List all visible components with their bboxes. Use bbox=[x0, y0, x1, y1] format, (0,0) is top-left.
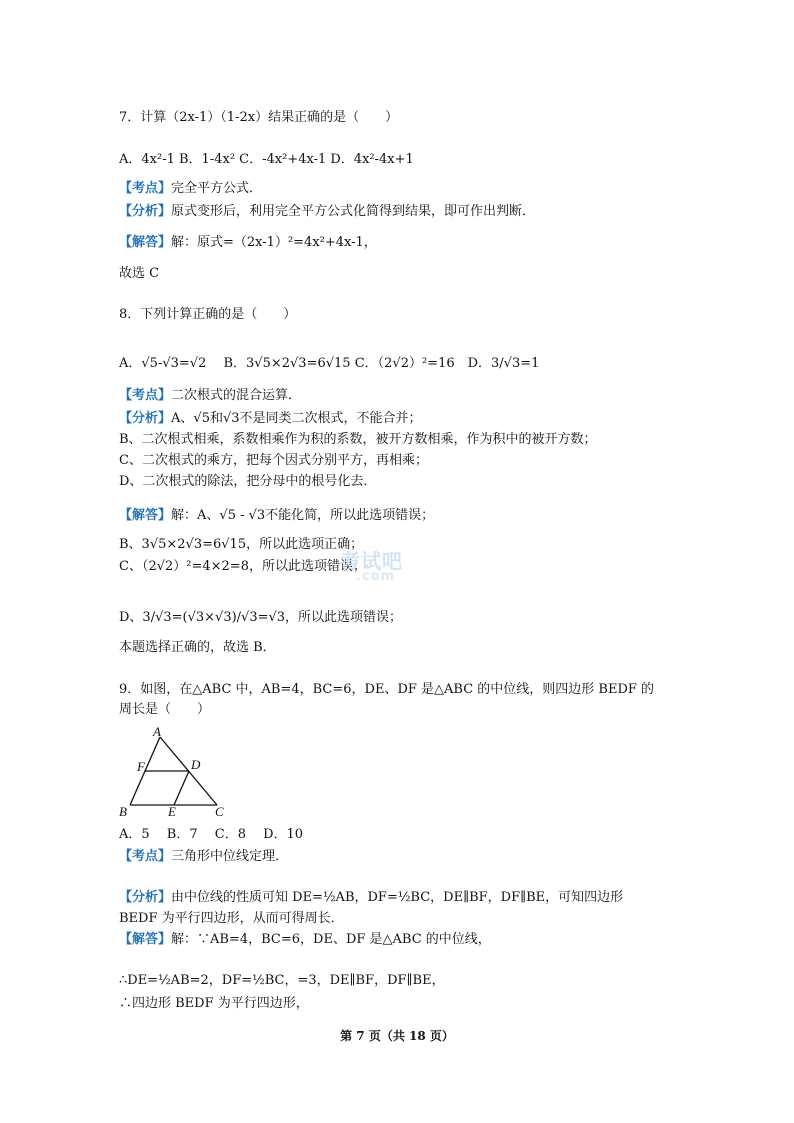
kaodian-label: 【考点】 bbox=[119, 388, 172, 403]
q9-fenxi-2: BEDF 为平行四边形，从而可得周长． bbox=[119, 911, 344, 926]
q9-jieda-2: ∴DE=½AB=2，DF=½BC，=3，DE∥BF，DF∥BE， bbox=[119, 973, 445, 988]
q8-fenxi-2: B、二次根式相乘，系数相乘作为积的系数，被开方数相乘，作为积中的被开方数； bbox=[119, 432, 597, 447]
q8-fenxi-4: D、二次根式的除法，把分母中的根号化去． bbox=[119, 474, 377, 489]
fenxi-label: 【分析】 bbox=[119, 204, 172, 219]
q8-jieda-1 bbox=[119, 507, 434, 525]
q9-jieda-1 bbox=[119, 931, 491, 949]
kaodian-text: 二次根式的混合运算． bbox=[171, 388, 302, 403]
jieda-text: 解：A、√5 - √3不能化简，所以此选项错误； bbox=[171, 508, 435, 523]
watermark-logo bbox=[340, 545, 403, 584]
q7-options: A．4x²-1 B．1-4x² C．-4x²+4x-1 D．4x²-4x+1 bbox=[119, 152, 414, 167]
q9-options: A．5 B．7 C．8 D．10 bbox=[119, 827, 304, 842]
q9-kaodian bbox=[119, 848, 288, 866]
label-e: E bbox=[168, 804, 176, 819]
fenxi-label: 【分析】 bbox=[119, 411, 172, 426]
kaodian-text: 三角形中位线定理． bbox=[171, 849, 289, 864]
q8-fenxi-1 bbox=[119, 410, 422, 428]
page-footer: 第 7 页（共 18 页） bbox=[340, 1029, 454, 1043]
q8-fenxi-3: C、二次根式的乘方，把每个因式分别平方，再相乘； bbox=[119, 453, 428, 468]
label-c: C bbox=[215, 804, 224, 819]
fenxi-label: 【分析】 bbox=[119, 890, 172, 905]
jieda-label: 【解答】 bbox=[119, 932, 172, 947]
kaodian-label: 【考点】 bbox=[119, 849, 172, 864]
q8-kaodian bbox=[119, 387, 301, 405]
watermark-text: 考试吧 bbox=[340, 549, 403, 573]
fenxi-text: 由中位线的性质可知 DE=½AB，DF=½BC，DE∥BF，DF∥BE，可知四边形 bbox=[171, 890, 624, 905]
q9-jieda-3: ∴四边形 BEDF 为平行四边形， bbox=[119, 996, 309, 1011]
label-f: F bbox=[137, 759, 145, 774]
jieda-label: 【解答】 bbox=[119, 508, 172, 523]
jieda-text: 解：∵AB=4，BC=6，DE、DF 是△ABC 的中位线， bbox=[171, 932, 491, 947]
fenxi-text: A、√5和√3不是同类二次根式，不能合并； bbox=[171, 411, 422, 426]
jieda-text: 解：原式=（2x-1）²=4x²+4x-1， bbox=[171, 235, 377, 250]
q8-options: A．√5-√3=√2 B．3√5×2√3=6√15 C．（2√2）²=16 D．3/√3=1 bbox=[119, 356, 540, 371]
q7-kaodian bbox=[119, 180, 262, 198]
q8-jieda-2: B、3√5×2√3=6√15，所以此选项正确； bbox=[119, 537, 364, 552]
label-d: D bbox=[191, 757, 201, 772]
q8-question: 8．下列计算正确的是（ ） bbox=[119, 307, 297, 322]
q7-question: 7．计算（2x-1）（1-2x）结果正确的是（ ） bbox=[119, 110, 399, 125]
kaodian-text: 完全平方公式． bbox=[171, 181, 263, 196]
segment-de bbox=[174, 771, 189, 805]
q7-answer: 故选 C bbox=[119, 266, 160, 281]
kaodian-label: 【考点】 bbox=[119, 181, 172, 196]
q7-jieda bbox=[119, 234, 377, 252]
jieda-label: 【解答】 bbox=[119, 235, 172, 250]
q8-answer: 本题选择正确的，故选 B． bbox=[119, 640, 276, 655]
q8-jieda-3: C、（2√2）²=4×2=8，所以此选项错误； bbox=[119, 559, 366, 574]
watermark-domain: .com bbox=[356, 569, 396, 584]
triangle-figure bbox=[113, 725, 233, 825]
q9-question-1: 9．如图，在△ABC 中，AB=4，BC=6，DE、DF 是△ABC 的中位线，则四边形 BEDF 的 bbox=[119, 682, 655, 697]
fenxi-text: 原式变形后，利用完全平方公式化简得到结果，即可作出判断． bbox=[171, 204, 536, 219]
label-b: B bbox=[119, 804, 127, 819]
q8-jieda-4: D、3/√3=(√3×√3)/√3=√3，所以此选项错误； bbox=[119, 610, 403, 625]
label-a: A bbox=[153, 725, 161, 739]
q9-question-2: 周长是（ ） bbox=[119, 702, 211, 717]
q7-fenxi bbox=[119, 203, 535, 221]
q9-fenxi-1 bbox=[119, 889, 623, 907]
